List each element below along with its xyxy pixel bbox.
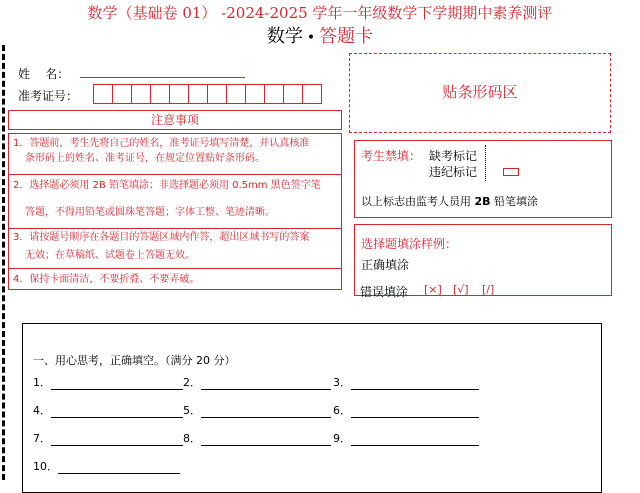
notice-divider <box>9 174 341 175</box>
exam-id-digit-box[interactable] <box>264 84 284 104</box>
question-number: 3． <box>333 376 351 389</box>
notice-line: 条形码上的姓名、准考证号，在规定位置贴好条形码。 <box>25 153 265 164</box>
correct-fill-label: 正确填涂 <box>361 258 410 272</box>
answer-area-section1 <box>22 323 602 493</box>
question-number: 10． <box>33 460 58 473</box>
discipline-note-pencil: 2B <box>474 195 491 208</box>
answer-blank-6[interactable] <box>351 407 479 418</box>
name-label: 姓 名： <box>18 67 70 81</box>
notice-heading: 注意事项 <box>8 110 342 130</box>
answer-row <box>33 374 479 390</box>
question-number: 7． <box>33 432 51 445</box>
question-number: 1． <box>33 376 51 389</box>
exam-id-boxes[interactable] <box>93 84 321 104</box>
exam-id-digit-box[interactable] <box>226 84 246 104</box>
answer-card-label: 答题卡 <box>319 26 374 47</box>
wrong-mark-slash: [/] <box>482 283 495 296</box>
fill-sample-heading: 选择题填涂样例： <box>361 237 458 251</box>
notice-item <box>13 136 337 166</box>
notice-line: 3．请按题号顺序在各题目的答题区域内作答，超出区域书写的答案 <box>13 232 310 243</box>
notice-line: 答题，不得用铅笔或圆珠笔答题；字体工整、笔迹清晰。 <box>25 207 275 218</box>
separator-dot: • <box>306 30 316 46</box>
barcode-area <box>349 53 611 133</box>
wrong-mark-cross: [×] <box>424 283 442 296</box>
exam-id-digit-box[interactable] <box>283 84 303 104</box>
answer-row <box>33 402 479 418</box>
discipline-note <box>361 193 538 209</box>
question-number: 9． <box>333 432 351 445</box>
question-number: 8． <box>183 432 201 445</box>
question-number: 5． <box>183 404 201 417</box>
answer-blank-7[interactable] <box>51 435 183 446</box>
absent-mark-label: 缺考标记 <box>429 149 478 163</box>
notice-item <box>13 272 337 287</box>
discipline-note-suffix: 铅笔填涂 <box>494 195 539 208</box>
question-number: 6． <box>333 404 351 417</box>
discipline-note-text: 以上标志由监考人员用 <box>361 195 471 208</box>
answer-blank-9[interactable] <box>351 435 479 446</box>
exam-id-digit-box[interactable] <box>302 84 322 104</box>
answer-blank-4[interactable] <box>51 407 183 418</box>
exam-id-digit-box[interactable] <box>188 84 208 104</box>
notice-item <box>13 178 337 220</box>
notice-divider <box>9 228 341 229</box>
answer-blank-2[interactable] <box>201 379 331 390</box>
notice-line: 4．保持卡面清洁，不要折叠、不要弄破。 <box>13 274 200 285</box>
barcode-label: 贴条形码区 <box>442 83 518 101</box>
notice-divider <box>9 268 341 269</box>
exam-id-digit-box[interactable] <box>131 84 151 104</box>
notice-line: 1．答题前，考生先将自己的姓名，准考证号填写清楚，并认真核准 <box>13 138 310 149</box>
exam-id-digit-box[interactable] <box>93 84 113 104</box>
card-heading <box>0 22 640 48</box>
subject-label: 数学 <box>266 26 303 47</box>
violation-mark-label: 违纪标记 <box>429 165 478 179</box>
answer-blank-1[interactable] <box>51 379 183 390</box>
wrong-fill-label: 错误填涂 <box>360 285 409 299</box>
question-number: 2． <box>183 376 201 389</box>
wrong-mark-check: [√] <box>453 283 469 296</box>
answer-blank-8[interactable] <box>201 435 331 446</box>
answer-blank-3[interactable] <box>351 379 479 390</box>
notice-line: 无效；在草稿纸、试题卷上答题无效。 <box>25 250 195 261</box>
exam-title: 数学（基础卷 01） -2024-2025 学年一年级数学下学期期中素养测评 <box>87 4 553 22</box>
exam-id-digit-box[interactable] <box>207 84 227 104</box>
notice-line: 2．选择题必须用 2B 铅笔填涂；非选择题必须用 0.5mm 黑色签字笔 <box>13 180 321 191</box>
exam-id-digit-box[interactable] <box>150 84 170 104</box>
name-field[interactable] <box>80 63 245 78</box>
exam-id-digit-box[interactable] <box>245 84 265 104</box>
answer-blank-5[interactable] <box>201 407 331 418</box>
question-number: 4． <box>33 404 51 417</box>
answer-blank-10[interactable] <box>58 463 180 474</box>
answer-row <box>33 458 180 474</box>
notice-item <box>13 230 337 263</box>
section1-title: 一、用心思考，正确填空。（满分 20 分） <box>33 354 236 367</box>
exam-id-digit-box[interactable] <box>169 84 189 104</box>
binding-dashed-line <box>2 45 5 480</box>
violation-mark-box[interactable] <box>503 168 519 176</box>
discipline-label: 考生禁填： <box>361 149 422 163</box>
exam-id-label: 准考证号： <box>18 89 79 103</box>
answer-row <box>33 430 479 446</box>
discipline-divider <box>485 145 486 181</box>
exam-id-digit-box[interactable] <box>112 84 132 104</box>
notice-box <box>8 133 342 290</box>
discipline-box <box>354 140 612 218</box>
